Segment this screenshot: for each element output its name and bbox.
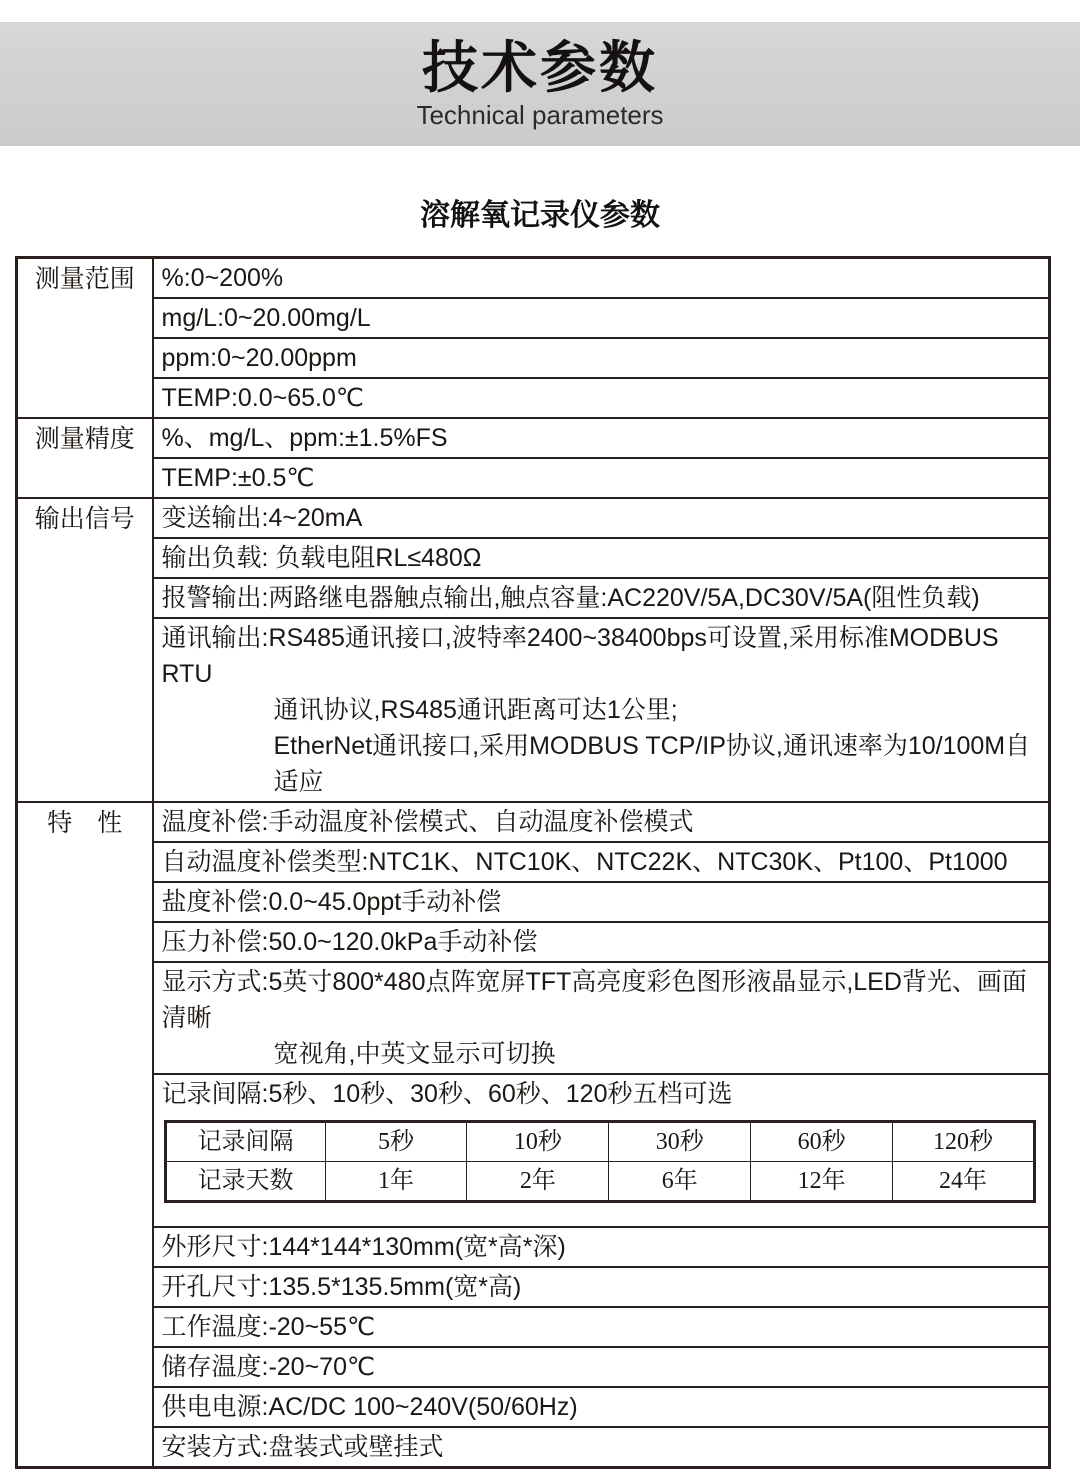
spec-value [153, 1427, 1050, 1468]
spec-value [153, 1227, 1050, 1267]
spec-text: TEMP:0.0~65.0℃ [161, 384, 364, 412]
spec-value [153, 618, 1050, 802]
spec-text: 压力补偿:50.0~120.0kPa手动补偿 [161, 928, 538, 956]
spec-text: 通讯输出:RS485通讯接口,波特率2400~38400bps可设置,采用标准MODBUS RTU [161, 624, 999, 688]
spec-text: 供电电源:AC/DC 100~240V(50/60Hz) [161, 1393, 578, 1421]
spec-value [153, 1347, 1050, 1387]
spec-text: 报警输出:两路继电器触点输出,触点容量:AC220V/5A,DC30V/5A(阻性负载) [161, 584, 980, 612]
record-header-row [165, 1122, 1035, 1162]
spec-row [17, 1227, 1050, 1267]
spec-row [17, 258, 1050, 299]
spec-text: 记录间隔:5秒、10秒、30秒、60秒、120秒五档可选 [161, 1080, 733, 1108]
spec-row [17, 298, 1050, 338]
spec-value [153, 258, 1050, 299]
spec-text: mg/L:0~20.00mg/L [161, 304, 371, 332]
record-cell: 30秒 [609, 1122, 751, 1162]
spec-value [153, 338, 1050, 378]
spec-value [153, 802, 1050, 842]
spec-value [153, 842, 1050, 882]
spec-value [153, 458, 1050, 498]
spec-value [153, 1267, 1050, 1307]
spec-text: %、mg/L、ppm:±1.5%FS [161, 424, 448, 452]
spec-text: EtherNet通讯接口,采用MODBUS TCP/IP协议,通讯速率为10/100M自适应 [273, 732, 1031, 796]
spec-value [153, 922, 1050, 962]
spec-row [17, 1307, 1050, 1347]
record-cell: 60秒 [751, 1122, 893, 1162]
spec-text: 开孔尺寸:135.5*135.5mm(宽*高) [161, 1273, 522, 1301]
record-cell: 10秒 [467, 1122, 609, 1162]
spec-value [153, 578, 1050, 618]
spec-value [153, 418, 1050, 458]
spec-text: 储存温度:-20~70℃ [161, 1353, 376, 1381]
spec-text: TEMP:±0.5℃ [161, 464, 315, 492]
spec-value [153, 1387, 1050, 1427]
spec-table [15, 256, 1051, 1469]
spec-text: 显示方式:5英寸800*480点阵宽屏TFT高亮度彩色图形液晶显示,LED背光、画面清晰 [161, 968, 1027, 1032]
spec-row [17, 378, 1050, 418]
spec-text: 外形尺寸:144*144*130mm(宽*高*深) [161, 1233, 566, 1261]
spec-row [17, 1387, 1050, 1427]
spec-row [17, 1074, 1050, 1227]
spec-text: 安装方式:盘装式或壁挂式 [161, 1433, 444, 1461]
spec-row [17, 1267, 1050, 1307]
spec-row [17, 538, 1050, 578]
record-data-row [165, 1162, 1035, 1202]
spec-value [153, 1307, 1050, 1347]
page-title: 技术参数 [422, 36, 658, 99]
record-cell: 6年 [609, 1162, 751, 1202]
record-cell: 1年 [325, 1162, 467, 1202]
spec-row [17, 458, 1050, 498]
spec-text: 温度补偿:手动温度补偿模式、自动温度补偿模式 [161, 808, 694, 836]
record-cell: 24年 [893, 1162, 1035, 1202]
spec-value [153, 882, 1050, 922]
spec-value [153, 498, 1050, 538]
section-title: 溶解氧记录仪参数 [420, 199, 660, 232]
spec-text: %:0~200% [161, 264, 284, 292]
record-cell: 记录间隔 [165, 1122, 325, 1162]
spec-row [17, 1427, 1050, 1468]
page-subtitle: Technical parameters [416, 100, 664, 130]
spec-text: 宽视角,中英文显示可切换 [273, 1040, 556, 1068]
spec-row [17, 802, 1050, 842]
record-cell: 5秒 [325, 1122, 467, 1162]
spec-text: 自动温度补偿类型:NTC1K、NTC10K、NTC22K、NTC30K、Pt100、Pt1000 [161, 848, 1008, 876]
spec-value-record-interval [153, 1074, 1050, 1227]
spec-row [17, 418, 1050, 458]
spec-row [17, 922, 1050, 962]
spec-text: 工作温度:-20~55℃ [161, 1313, 376, 1341]
record-cell: 记录天数 [165, 1162, 325, 1202]
spec-value [153, 962, 1050, 1074]
group-label-output-signal: 输出信号 [17, 498, 153, 802]
spec-text: ppm:0~20.00ppm [161, 344, 357, 372]
record-interval-table [164, 1120, 1037, 1203]
spec-row [17, 882, 1050, 922]
spec-value [153, 298, 1050, 338]
spec-row [17, 1347, 1050, 1387]
spec-text: 通讯协议,RS485通讯距离可达1公里; [273, 696, 678, 724]
spec-row [17, 338, 1050, 378]
group-label-measure-range: 测量范围 [17, 258, 153, 419]
spec-row [17, 962, 1050, 1074]
spec-value [153, 378, 1050, 418]
header-banner [0, 22, 1080, 146]
spec-row [17, 578, 1050, 618]
spec-row [17, 842, 1050, 882]
record-cell: 2年 [467, 1162, 609, 1202]
record-cell: 120秒 [893, 1122, 1035, 1162]
spec-text: 盐度补偿:0.0~45.0ppt手动补偿 [161, 888, 502, 916]
record-cell: 12年 [751, 1162, 893, 1202]
spec-row [17, 618, 1050, 802]
group-label-accuracy: 测量精度 [17, 418, 153, 498]
spec-value [153, 538, 1050, 578]
spec-text: 变送输出:4~20mA [161, 504, 363, 532]
spec-text: 输出负载: 负载电阻RL≤480Ω [161, 544, 482, 572]
spec-row [17, 498, 1050, 538]
group-label-features: 特 性 [17, 802, 153, 1468]
